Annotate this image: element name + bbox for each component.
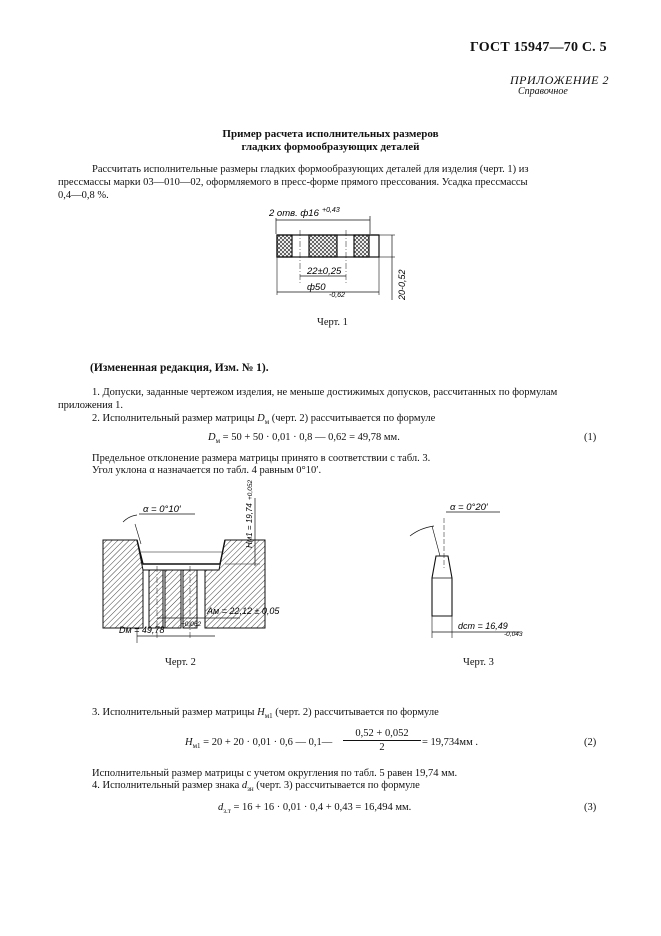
eq2-part1: = 20 + 20 · 0,01 · 0,6 — 0,1— — [200, 737, 333, 748]
fig3-d-tolerance: -0,043 — [504, 631, 523, 638]
revision-note: (Измененная редакция, Изм. № 1). — [90, 362, 269, 374]
appendix-subtitle: Справочное — [518, 86, 568, 97]
fig1-height: 20-0,52 — [397, 269, 407, 300]
equation-3-number: (3) — [584, 802, 597, 813]
fig2-a-dimension: Aм = 22,12 ± 0,05 — [207, 606, 280, 616]
eq3-lhs: d — [218, 802, 224, 813]
figure-2-caption: Черт. 2 — [165, 657, 196, 668]
para6-symbol: d — [241, 780, 248, 791]
fig2-height-tolerance: +0,052 — [247, 479, 254, 500]
figure-1-drawing — [255, 200, 415, 310]
para6-post: (черт. 3) рассчитывается по формуле — [253, 780, 420, 791]
appendix-title: ПРИЛОЖЕНИЕ 2 — [510, 73, 609, 87]
eq2-fraction — [343, 728, 421, 753]
para1-line-1: 1. Допуски, заданные чертежом изделия, не меньше достижимых допусков, рассчитанных по формулам — [92, 387, 558, 398]
fig1-diameter-label: ф50 — [307, 282, 326, 293]
figure-2-drawing — [95, 478, 305, 653]
para5: Исполнительный размер матрицы с учетом округления по табл. 5 равен 19,74 мм. — [92, 768, 458, 779]
eq2-lhs: H — [185, 737, 193, 748]
para6-sub: зн — [247, 785, 254, 794]
eq2-sub: м1 — [192, 742, 201, 751]
figure-1-caption: Черт. 1 — [317, 317, 348, 328]
para4 — [92, 707, 439, 723]
section-title-line-2: гладких формообразующих деталей — [241, 141, 420, 153]
para3-line-2: Угол уклона α назначается по табл. 4 равным 0°10′. — [92, 465, 322, 476]
eq1-lhs: D — [208, 432, 216, 443]
equation-1-number: (1) — [584, 432, 597, 443]
intro-line-2: прессмассы марки 03—010—02, оформляемого в пресс-форме прямого прессования. Усадка прессмассы — [58, 177, 528, 188]
equation-2-number: (2) — [584, 737, 597, 748]
equation-3 — [218, 802, 411, 815]
eq1-sub: м — [215, 437, 221, 446]
para4-pre: 3. Исполнительный размер матрицы — [92, 707, 258, 718]
fig3-d-dimension: dст = 16,49 — [458, 621, 508, 631]
para6 — [92, 780, 420, 796]
eq2-result: = 19,734мм . — [422, 737, 478, 748]
para2-post: (черт. 2) рассчитывается по формуле — [269, 413, 436, 424]
fig2-alpha: α = 0°10′ — [143, 504, 181, 515]
eq3-rhs: = 16 + 16 · 0,01 · 0,4 + 0,43 = 16,494 мм. — [230, 802, 412, 813]
fig2-d-tolerance: +0,062 — [181, 621, 202, 628]
intro-line-3: 0,4—0,8 %. — [58, 190, 109, 201]
fig3-alpha: α = 0°20′ — [450, 502, 488, 513]
fig1-holes-label: 2 отв. ф16 — [269, 208, 319, 219]
para2-pre: 2. Исполнительный размер матрицы — [92, 413, 258, 424]
eq2-numerator: 0,52 + 0,052 — [343, 728, 421, 741]
document-header: ГОСТ 15947—70 С. 5 — [470, 40, 607, 55]
para4-symbol: H — [257, 707, 265, 718]
para3-line-1: Предельное отклонение размера матрицы принято в соответствии с табл. 3. — [92, 453, 431, 464]
para2-symbol: D — [257, 413, 265, 424]
intro-line-1: Рассчитать исполнительные размеры гладких формообразующих деталей для изделия (черт. 1) из — [92, 164, 529, 175]
para6-pre: 4. Исполнительный размер знака — [92, 780, 242, 791]
para4-sub: м1 — [264, 712, 273, 721]
para1-line-2: приложения 1. — [58, 400, 124, 411]
fig2-height: Hм1 = 19,74 — [245, 503, 254, 548]
equation-2 — [185, 737, 332, 750]
equation-1 — [208, 432, 400, 445]
section-title-line-1: Пример расчета исполнительных размеров — [222, 128, 439, 140]
fig1-holes-tolerance: +0,43 — [322, 207, 340, 214]
eq2-denominator: 2 — [379, 742, 385, 753]
eq3-sub: з.т — [223, 807, 231, 816]
eq1-rhs: = 50 + 50 · 0,01 · 0,8 — 0,62 = 49,78 мм. — [220, 432, 400, 443]
para2 — [92, 413, 435, 429]
figure-3-caption: Черт. 3 — [463, 657, 494, 668]
para4-post: (черт. 2) рассчитывается по формуле — [272, 707, 439, 718]
fig2-d-dimension: Dм = 49,78 — [119, 625, 165, 635]
figure-3-drawing — [400, 498, 540, 648]
fig1-diameter-tolerance: -0,62 — [329, 292, 345, 299]
para2-sub: м — [264, 418, 270, 427]
fig1-center-distance: 22±0,25 — [307, 266, 342, 277]
